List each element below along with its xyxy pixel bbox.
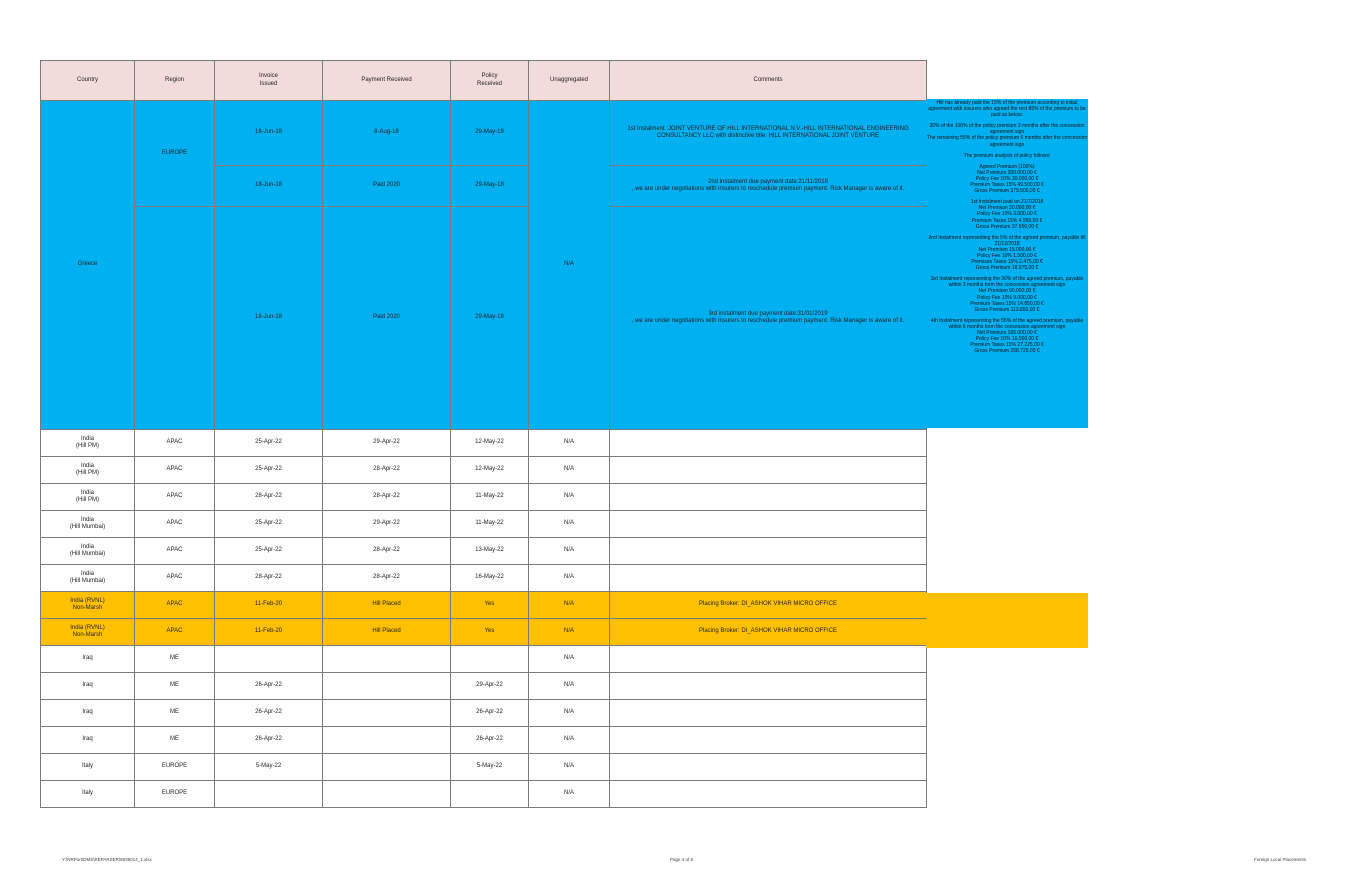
payment-cell: 28-Apr-22 [323,538,451,565]
country-detail: Non-Marsh [72,632,103,638]
region-cell: EUROPE [135,781,215,808]
comment-cell [610,727,927,754]
country-name: Iraq [82,655,93,662]
invoice-cell: 18-Jun-18 [215,101,323,166]
invoice-cell: 18-Jun-18 [215,207,323,430]
table-row [41,727,927,754]
unaggregated-cell: N/A [529,457,610,484]
invoice-cell: 25-Apr-22 [215,457,323,484]
payment-cell: 28-Apr-22 [323,484,451,511]
country-cell [41,673,135,700]
header-row [41,61,927,101]
country-name: India [80,462,94,469]
country-detail: (Hill Mumbai) [69,551,106,557]
country-cell [41,511,135,538]
table-row [41,592,927,619]
policy-cell: 26-Apr-22 [451,700,529,727]
comment-cell [610,430,927,457]
policy-cell: 11-May-22 [451,484,529,511]
policy-cell: 12-May-22 [451,430,529,457]
note-paragraph: 4th Instalment representing the 55% of the agreed premium, payable within 6 months form the concession agreement sign Net Premium 165.000,00 € Policy Fee 10% 16.500,00 € Premium Taxes 15% 27.225,00 € Gross Premium 208.725,00 € [930,317,1084,355]
policy-cell: 29-May-18 [451,166,529,207]
col-policy: Policy Received [451,61,529,101]
comment-cell [610,781,927,808]
policy-cell: 11-May-22 [451,511,529,538]
policy-cell: 12-May-22 [451,457,529,484]
comment-cell: 2nd instalment due payment date:21/11/2018 , we are under negotiations with insurers to reschedule premium payment. Risk Manager is aware of it. [610,166,927,207]
region-cell: APAC [135,538,215,565]
col-country: Country [41,61,135,101]
country-cell [41,781,135,808]
invoice-cell: 25-Apr-22 [215,511,323,538]
country-cell [41,700,135,727]
country-name: India [80,570,94,577]
region-cell: ME [135,727,215,754]
note-paragraph: 30% of the 100% of the policy premium 3 months after the concession agreement sign The remaining 55% of the policy premium 6 months after the concession agreement sign [926,123,1088,148]
payment-cell: Hill Placed [323,592,451,619]
country-detail: (Hill PM) [76,443,99,449]
greece-unaggregated: N/A [529,101,610,430]
country-name: Iraq [82,709,93,716]
country-name: India (RVNL) [70,624,105,631]
comment-cell [610,457,927,484]
greece-row-1 [41,101,927,166]
country-cell [41,727,135,754]
col-comments: Comments [610,61,927,101]
table-row [41,619,927,646]
comment-cell: Placing Broker: DI_ASHOK VIHAR MICRO OFFICE [610,619,927,646]
table-row [41,700,927,727]
country-name: India [80,543,94,550]
country-name: Italy [81,790,93,797]
invoice-cell: 26-Apr-22 [215,673,323,700]
region-cell: EUROPE [135,754,215,781]
invoice-cell [215,646,323,673]
country-cell [41,565,135,592]
invoice-cell [215,781,323,808]
note-paragraph: Agreed Premium (100%) Net Premium 300.000,00 € Policy Fee 10% 30.000,00 € Premium Taxes 15% 49.500,00 € Gross Premium 379.500,00 € [970,163,1044,195]
region-cell: APAC [135,619,215,646]
comment-cell [610,646,927,673]
payment-cell [323,781,451,808]
payment-cell: 28-Apr-22 [323,565,451,592]
policy-cell: 5-May-22 [451,754,529,781]
policy-cell: 29-May-18 [451,207,529,430]
invoice-cell: 5-May-22 [215,754,323,781]
region-cell: ME [135,700,215,727]
policy-cell: 13-May-22 [451,538,529,565]
payment-cell [323,727,451,754]
country-cell [41,646,135,673]
policy-cell [451,781,529,808]
payment-cell [323,673,451,700]
payment-cell [323,700,451,727]
unaggregated-cell: N/A [529,781,610,808]
greece-row-3 [41,207,927,430]
unaggregated-cell: N/A [529,727,610,754]
orange-band [926,593,1088,648]
policy-cell: 29-May-18 [451,101,529,166]
comment-cell [610,565,927,592]
table-row [41,430,927,457]
region-cell: APAC [135,430,215,457]
unaggregated-cell: N/A [529,754,610,781]
comment-cell [610,484,927,511]
policy-cell: 29-Apr-22 [451,673,529,700]
country-name: India [80,489,94,496]
country-detail: (Hill Mumbai) [69,578,106,584]
country-cell [41,592,135,619]
comment-cell [610,700,927,727]
greece-region-continuation [135,207,215,430]
country-cell [41,538,135,565]
note-paragraph: 1st Instalment paid on 21/7/2018 Net Premium 30.000,00 € Policy Fee 10% 3.000,00 € Premium Taxes 15% 4.950,00 € Gross Premium 37.950,00 € [970,199,1044,230]
col-invoice: Invoice Issued [215,61,323,101]
invoice-cell: 26-Apr-22 [215,700,323,727]
invoice-cell: 26-Apr-22 [215,727,323,754]
table-row [41,457,927,484]
region-cell: ME [135,646,215,673]
unaggregated-cell: N/A [529,673,610,700]
unaggregated-cell: N/A [529,484,610,511]
comment-cell: 3rd instalment due payment date:31/01/2019 , we are under negotiations with insurers to reschedule premium payment. Risk Manager is aware of it. [610,207,927,430]
region-cell: APAC [135,511,215,538]
comment-cell [610,538,927,565]
unaggregated-cell: N/A [529,511,610,538]
country-cell [41,457,135,484]
greece-country: Greece [41,101,135,430]
col-unaggregated: Unaggregated [529,61,610,101]
note-paragraph: Hill has already paid the 15% of the premium according to initial agreement with insurers who agreed the rest 85% of the premium to be paid as below: [928,100,1086,119]
invoice-cell: 25-Apr-22 [215,538,323,565]
table-row [41,646,927,673]
region-cell: APAC [135,592,215,619]
table-row [41,565,927,592]
note-paragraph: The premium analysis of policy follows: [963,152,1051,159]
payment-cell: Paid 2020 [323,166,451,207]
comment-cell: 1st Instalment :JOINT VENTURE OF HILL INTERNATIONAL N.V.-HILL INTERNATIONAL ENGINEERING CONSULTANCY LLC with distinctive title: HILL INTERNATIONAL JOINT VENTURE [610,101,927,166]
table-row [41,673,927,700]
payment-cell: Paid 2020 [323,207,451,430]
country-detail: Non-Marsh [72,605,103,611]
comment-cell: Placing Broker: DI_ASHOK VIHAR MICRO OFFICE [610,592,927,619]
policy-cell: Yes [451,592,529,619]
country-name: Iraq [82,736,93,743]
country-name: India (RVNL) [70,597,105,604]
region-cell: APAC [135,565,215,592]
country-cell [41,619,135,646]
table-row [41,538,927,565]
payment-cell: 28-Apr-22 [323,457,451,484]
footer-title: Foreign Local Placements [1254,857,1307,862]
country-detail: (Hill PM) [76,470,99,476]
unaggregated-cell: N/A [529,619,610,646]
note-paragraph: 2nd Instalment representing the 5% of the agreed premium, payable till 21/12/2018 Net Premium 15.000,00 € Policy Fee 10% 1.500,00 € Premises Taxes 15% 2.475,00 € Gross Premium 18.975,00 € [928,234,1086,272]
comment-cell [610,754,927,781]
greece-region: EUROPE [135,101,215,207]
table-row [41,511,927,538]
policy-cell [451,646,529,673]
country-detail: (Hill PM) [76,497,99,503]
unaggregated-cell: N/A [529,538,610,565]
comment-cell [610,673,927,700]
region-cell: ME [135,673,215,700]
payment-cell: 29-Apr-22 [323,430,451,457]
country-name: India [80,435,94,442]
country-name: India [80,516,94,523]
invoice-cell: 18-Jun-18 [215,166,323,207]
country-name: Iraq [82,682,93,689]
country-cell [41,430,135,457]
payment-cell: Hill Placed [323,619,451,646]
region-cell: APAC [135,484,215,511]
col-region: Region [135,61,215,101]
footer-file-path: Y:\NRPort\DMS\REPARSER\8939014_1.xlsx [62,857,152,862]
invoice-cell: 11-Feb-20 [215,619,323,646]
table-row [41,754,927,781]
country-cell [41,754,135,781]
policy-cell: 16-May-22 [451,565,529,592]
country-name: Italy [81,763,93,770]
payment-cell: 29-Apr-22 [323,511,451,538]
payment-cell: 8-Aug-18 [323,101,451,166]
unaggregated-cell: N/A [529,646,610,673]
unaggregated-cell: N/A [529,430,610,457]
premium-analysis-note [926,99,1088,428]
table-row [41,484,927,511]
country-detail: (Hill Mumbai) [69,524,106,530]
invoice-cell: 28-Apr-22 [215,484,323,511]
payment-cell [323,646,451,673]
payment-cell [323,754,451,781]
country-cell [41,484,135,511]
policy-cell: 26-Apr-22 [451,727,529,754]
unaggregated-cell: N/A [529,565,610,592]
unaggregated-cell: N/A [529,700,610,727]
footer-page-number: Page 4 of 8 [670,857,694,862]
note-paragraph: 3rd Instalment representing the 30% of the agreed premium, payable within 3 months form the concession agreement sign Net Premium 90.000,00 € Policy Fee 10% 9.000,00 € Premium Taxes 15% 14.850,00 € Gross Premium 113.850,00 € [930,276,1084,313]
unaggregated-cell: N/A [529,592,610,619]
invoice-cell: 28-Apr-22 [215,565,323,592]
col-payment: Payment Received [323,61,451,101]
policy-cell: Yes [451,619,529,646]
region-cell: APAC [135,457,215,484]
invoice-cell: 25-Apr-22 [215,430,323,457]
table-row [41,781,927,808]
invoice-cell: 11-Feb-20 [215,592,323,619]
comment-cell [610,511,927,538]
premium-table [40,60,927,808]
